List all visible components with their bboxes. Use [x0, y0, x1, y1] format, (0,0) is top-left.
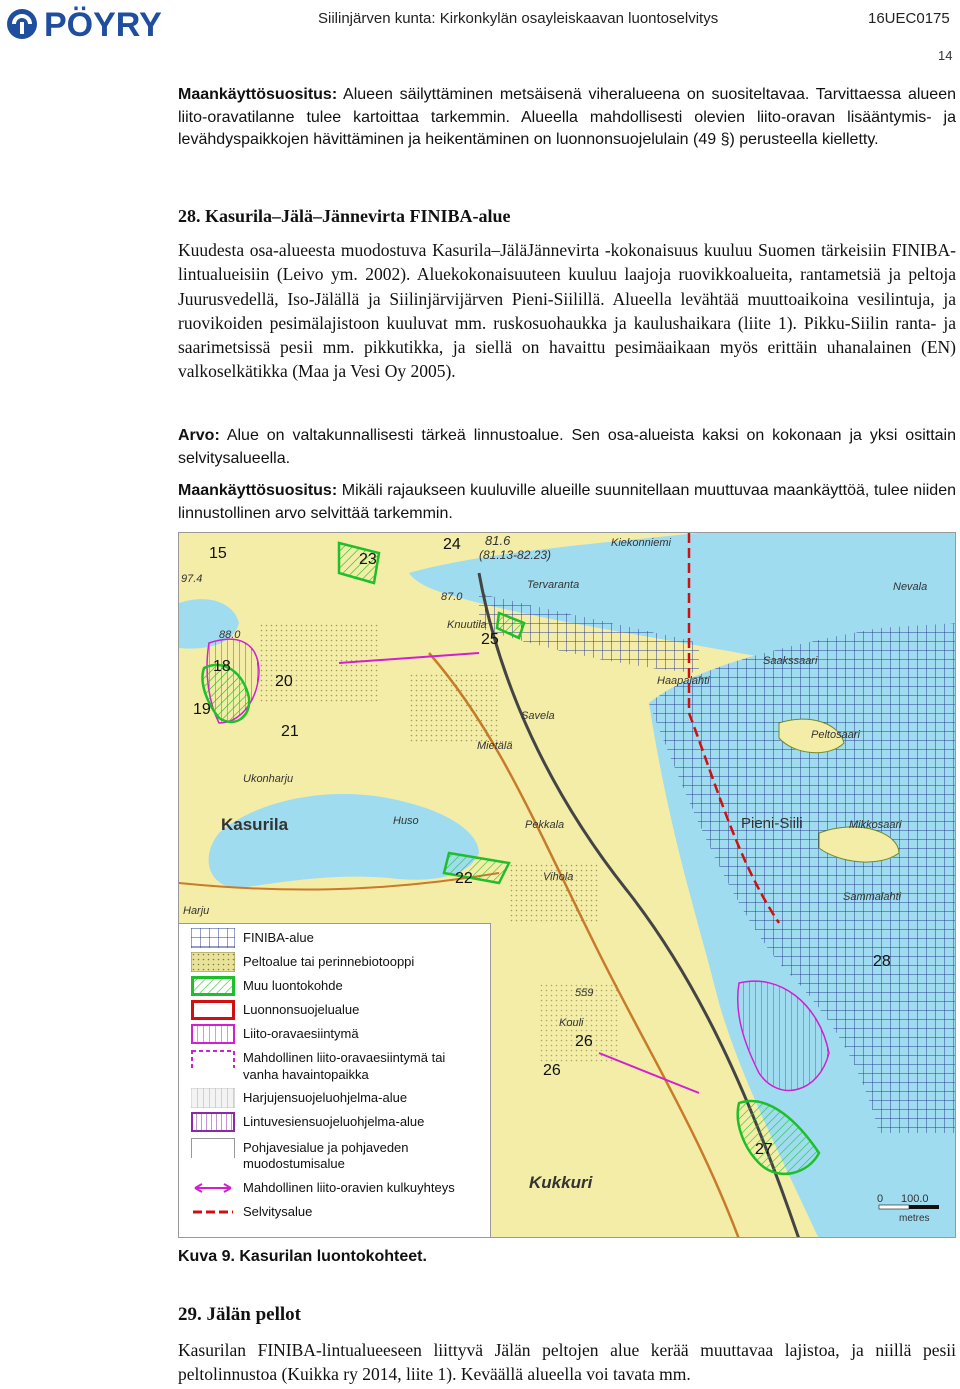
section-28-heading: 28. Kasurila–Jälä–Jännevirta FINIBA-alue	[178, 206, 511, 226]
figure-caption: Kuva 9. Kasurilan luontokohteet.	[178, 1248, 427, 1265]
document-title: Siilinjärven kunta: Kirkonkylän osayleiskaavan luontoselvitys	[318, 10, 719, 27]
elevation-range: (81.13-82.23)	[479, 548, 552, 562]
legend-label: Lintuvesiensuojeluohjelma-alue	[243, 1114, 425, 1129]
map-label-24: 24	[443, 536, 461, 553]
legend-label: Mahdollinen liito-oravien kulkuyhteys	[243, 1180, 455, 1195]
place-sammalahti: Sammalahti	[843, 891, 902, 903]
map-legend	[179, 923, 491, 1238]
map-label-28: 28	[873, 953, 891, 970]
place-kiekonniemi: Kiekonniemi	[611, 537, 671, 549]
map-label-26a: 26	[575, 1033, 593, 1050]
recommendation-label: Maankäyttösuositus:	[178, 86, 338, 103]
legend-label: FINIBA-alue	[243, 930, 314, 945]
place-haapalahti: Haapalahti	[657, 675, 710, 687]
map-label-20: 20	[275, 673, 293, 690]
place-knuutila: Knuutila	[447, 619, 487, 631]
elevation-label: 81.6	[485, 533, 511, 548]
map-label-23: 23	[359, 551, 377, 568]
poyry-logo	[4, 4, 244, 44]
place-tervaranta: Tervaranta	[527, 579, 580, 591]
place-savela: Savela	[521, 710, 555, 722]
place-kasurila: Kasurila	[221, 815, 289, 834]
legend-label: Luonnonsuojelualue	[243, 1002, 360, 1017]
place-kukkuri: Kukkuri	[529, 1173, 593, 1192]
scale-zero: 0	[877, 1193, 884, 1205]
legend-label: Liito-oravaesiintymä	[243, 1026, 359, 1041]
muu-swatch	[191, 976, 235, 996]
place-saakssaari: Saakssaari	[763, 655, 818, 667]
legend-label: vanha havaintopaikka	[243, 1067, 369, 1082]
map-label-18: 18	[213, 658, 231, 675]
section-29-heading: 29. Jälän pellot	[178, 1304, 301, 1325]
place-vihola: Vihola	[543, 871, 574, 883]
scale-unit: metres	[899, 1213, 930, 1224]
legend-label: Selvitysalue	[243, 1204, 313, 1219]
recommendation-text: Mikäli rajaukseen kuuluville alueille suunnitellaan muuttuvaa maankäyttöä, tulee niiden linnustollinen arvo selvittää tarkemmin.	[178, 482, 956, 522]
lintu-swatch	[191, 1112, 235, 1132]
place-mietala: Mietälä	[477, 740, 513, 752]
value-text: Alue on valtakunnallisesti tärkeä linnustoalue. Sen osa-alueista kaksi on kokonaan ja yksi osittain selvitysalueella.	[178, 427, 956, 467]
place-ukonharju: Ukonharju	[243, 773, 294, 785]
recommendation-text: Alueen säilyttäminen metsäisenä viheralueena on suositeltavaa. Tarvittaessa alueen liito-oravatilanne tulee kartoittaa tarkemmin. Alueella mahdollisesti olevien liito-oravan lisääntymis- ja levähdyspaikkojen hävittäminen ja heikentäminen on luonnonsuojelulain (49 §) perusteella kielletty.	[178, 86, 956, 148]
place-pieni-siili: Pieni-Siili	[741, 815, 803, 832]
section-28-value	[178, 425, 956, 470]
kulku-arrow-icon	[191, 1178, 235, 1198]
finiba-swatch	[191, 928, 235, 948]
legend-label: Peltoalue tai perinnebiotooppi	[243, 954, 415, 969]
map-label-22: 22	[455, 870, 473, 887]
pohjavesi-swatch	[191, 1138, 235, 1158]
legend-label: Muu luontokohde	[243, 978, 343, 993]
height-88: 88.0	[219, 629, 241, 641]
place-pekkala: Pekkala	[525, 819, 565, 831]
legend-label: Harjujensuojeluohjelma-alue	[243, 1090, 408, 1105]
legend-label: Pohjavesialue ja pohjaveden	[243, 1140, 409, 1155]
section-28-recommendation	[178, 480, 956, 525]
mahdollinen-swatch	[191, 1048, 235, 1068]
place-harju: Harju	[183, 905, 210, 917]
prev-recommendation	[178, 84, 956, 152]
document-code: 16UEC0175	[868, 10, 950, 27]
section-28-body: Kuudesta osa-alueesta muodostuva Kasurila–JäläJännevirta -kokonaisuus kuuluu Suomen tärkeisiin FINIBA-lintualueisiin (Leivo ym. 2002). Aluekokonaisuuteen kuuluu laajoja ruovikkoalueita, rantametsiä ja peltoja Juurusvedellä, Iso-Jälällä ja Siilinjärvijärven Pieni-Siilillä. Alueella levähtää muuttoaikoina vesilintuja, ja ruovikoiden pesimälajistoon kuuluvat mm. ruskosuohaukka ja kaulushaikara (liite 1). Pikku-Siilin ranta- ja saarimetsissä pesii mm. pikkutikka, ja siellä on havaittu pesimäaikaan myös erittäin uhanalainen (EN) valkoselkätikka (Maa ja Vesi Oy 2005).	[178, 240, 956, 382]
height-97: 97.4	[181, 573, 203, 585]
section-29-body: Kasurilan FINIBA-lintualueeseen liittyvä Jälän peltojen alue kerää muuttavaa lajistoa, ja niillä pesii peltolinnustoa (Kuikka ry 2014, liite 1). Keväällä alueella voi tavata mm.	[178, 1340, 956, 1385]
map-label-26b: 26	[543, 1062, 561, 1079]
map-figure	[178, 532, 956, 1238]
page-number: 14	[938, 48, 953, 63]
liito-swatch	[191, 1024, 235, 1044]
map-label-19: 19	[193, 701, 211, 718]
scale-100: 100.0	[901, 1193, 929, 1205]
pelto-swatch	[191, 952, 235, 972]
place-nevala: Nevala	[893, 581, 928, 593]
map-label-21: 21	[281, 723, 299, 740]
map-label-25: 25	[481, 631, 499, 648]
place-kouli: Kouli	[559, 1017, 584, 1029]
selvitysalue-line-icon	[191, 1202, 235, 1222]
harju-swatch	[191, 1088, 235, 1108]
road-number: 559	[575, 987, 594, 999]
place-mikkosaari: Mikkosaari	[849, 819, 902, 831]
lsl-swatch	[191, 1000, 235, 1020]
legend-label: muodostumisalue	[243, 1156, 345, 1171]
map-label-27: 27	[755, 1141, 773, 1158]
value-label: Arvo:	[178, 427, 220, 444]
place-huso: Huso	[393, 815, 419, 827]
page-header	[0, 0, 960, 44]
height-87: 87.0	[441, 591, 463, 603]
map-label-15: 15	[209, 545, 227, 562]
legend-label: Mahdollinen liito-oravaesiintymä tai	[243, 1050, 446, 1065]
place-peltosaari: Peltosaari	[811, 729, 860, 741]
recommendation-label: Maankäyttösuositus:	[178, 482, 338, 499]
logo-text: PÖYRY	[44, 6, 162, 44]
